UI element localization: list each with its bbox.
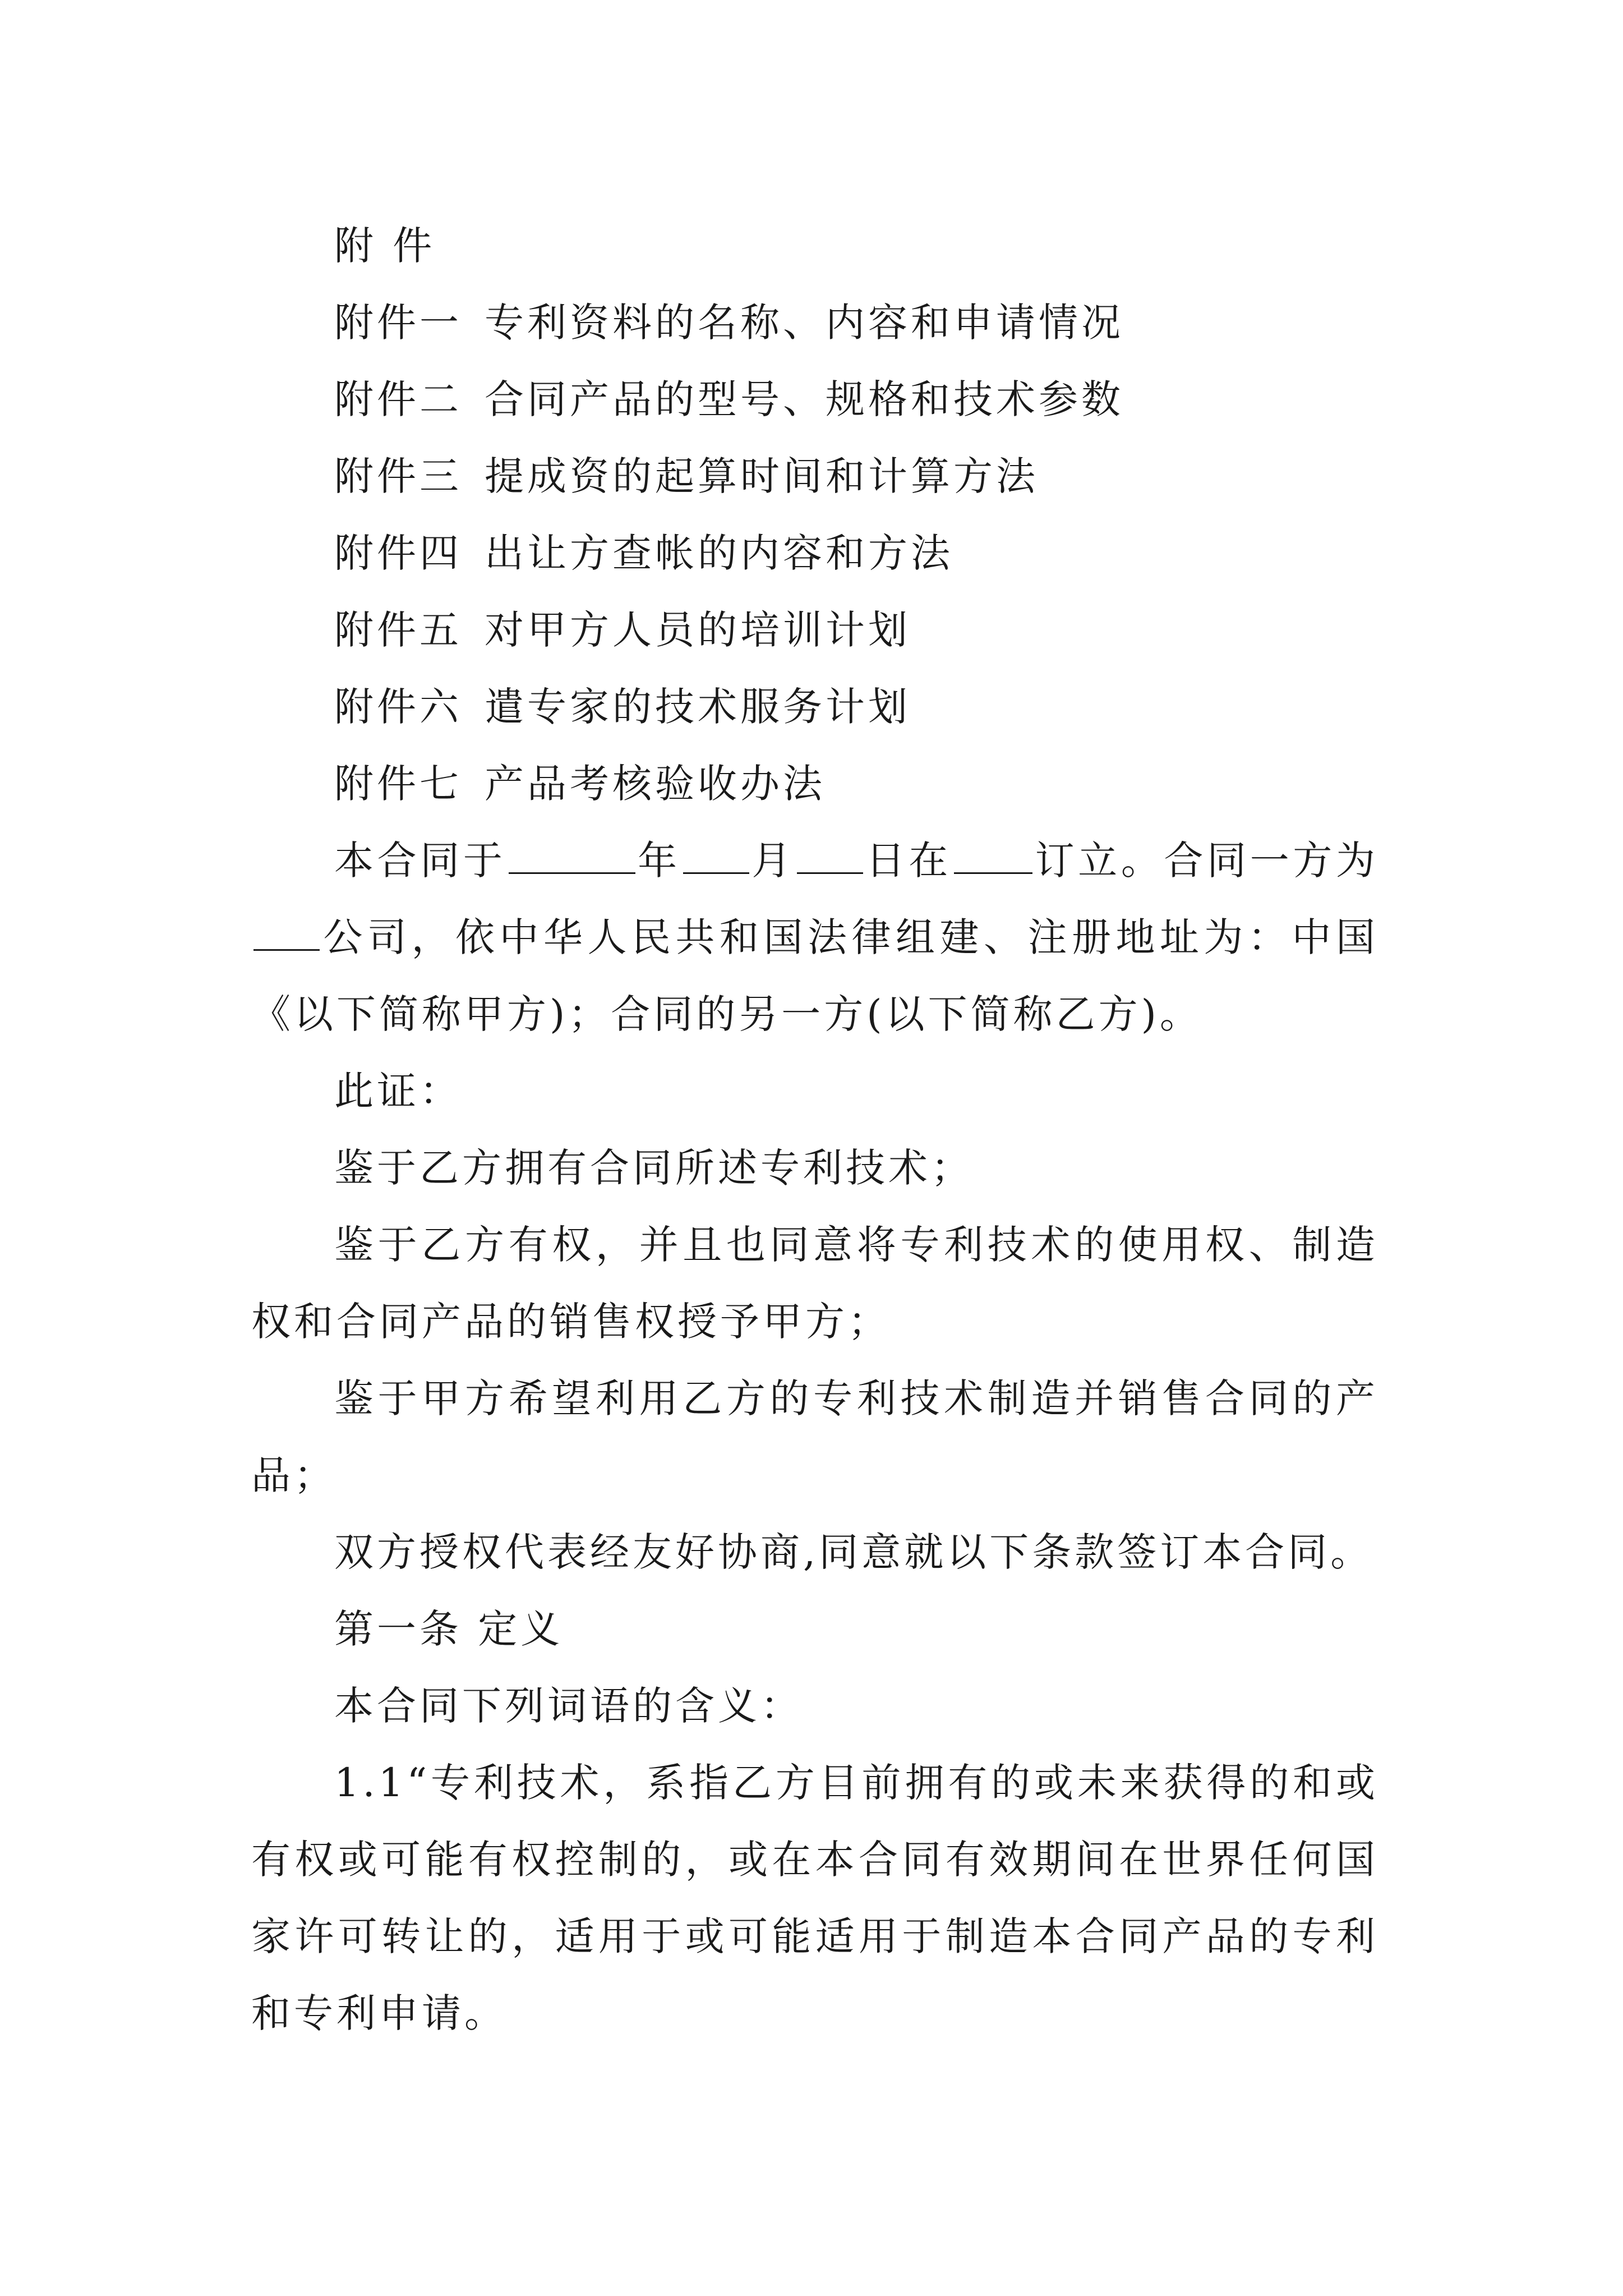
place-blank — [954, 838, 1032, 874]
date-year-blank — [509, 838, 635, 874]
document-body — [251, 208, 1378, 2052]
attachment-item-6 — [251, 669, 1378, 746]
attachment-text: 出让方查帐的内容和方法 — [485, 530, 953, 576]
attachment-label: 附件三 — [334, 453, 462, 499]
attachment-item-3 — [251, 438, 1378, 515]
attachment-label: 附件六 — [334, 684, 462, 730]
whereas-clause-2: 鉴于乙方有权，并且也同意将专利技术的使用权、制造权和合同产品的销售权授予甲方； — [251, 1222, 1378, 1345]
attachment-item-5 — [251, 592, 1378, 669]
attachment-item-4 — [251, 515, 1378, 592]
date-month-blank — [683, 838, 749, 874]
attachment-label: 附件一 — [334, 300, 462, 346]
contract-intro-paragraph — [251, 822, 1378, 1053]
intro-text: 本合同于 — [334, 838, 506, 884]
attachment-text: 合同产品的型号、规格和技术参数 — [485, 376, 1124, 422]
attachment-label: 附件二 — [334, 376, 462, 422]
attachment-item-2 — [251, 361, 1378, 438]
article-1-intro: 本合同下列词语的含义： — [334, 1683, 803, 1729]
intro-text: 订立。合同一方为 — [1034, 838, 1379, 884]
attachments-heading: 附 件 — [334, 223, 436, 269]
intro-text: 日在 — [865, 838, 952, 884]
attachment-label: 附件五 — [334, 607, 462, 653]
attachment-text: 专利资料的名称、内容和申请情况 — [485, 300, 1124, 346]
attachment-text: 提成资的起算时间和计算方法 — [485, 453, 1039, 499]
whereas-clause-1: 鉴于乙方拥有合同所述专利技术； — [334, 1145, 974, 1191]
intro-text: 公司，依中华人民共和国法律组建、注册地址为：中国《以下简称甲方)；合同的另一方(以下简称乙方)。 — [251, 914, 1378, 1037]
attachment-item-7 — [251, 746, 1378, 822]
attachment-text: 遣专家的技术服务计划 — [485, 684, 911, 730]
attachment-label: 附件七 — [334, 761, 462, 807]
attachment-item-1 — [251, 284, 1378, 361]
company-blank — [253, 914, 320, 951]
date-day-blank — [797, 838, 863, 874]
article-1-title: 第一条 定义 — [334, 1606, 564, 1652]
witness-line: 此证： — [334, 1068, 462, 1114]
attachment-label: 附件四 — [334, 530, 462, 576]
clause-1-1: 1.1“专利技术，系指乙方目前拥有的或未来获得的和或有权或可能有权控制的，或在本合同有效期间在世界任何国家许可转让的，适用于或可能适用于制造本合同产品的专利和专利申请。 — [251, 1760, 1378, 2036]
intro-text: 月 — [751, 838, 795, 884]
whereas-clause-3: 鉴于甲方希望利用乙方的专利技术制造并销售合同的产品； — [251, 1375, 1378, 1498]
attachment-text: 对甲方人员的培训计划 — [485, 607, 911, 653]
intro-text: 年 — [637, 838, 681, 884]
agreement-paragraph: 双方授权代表经友好协商,同意就以下条款签订本合同。 — [334, 1529, 1373, 1575]
attachment-text: 产品考核验收办法 — [485, 761, 826, 807]
